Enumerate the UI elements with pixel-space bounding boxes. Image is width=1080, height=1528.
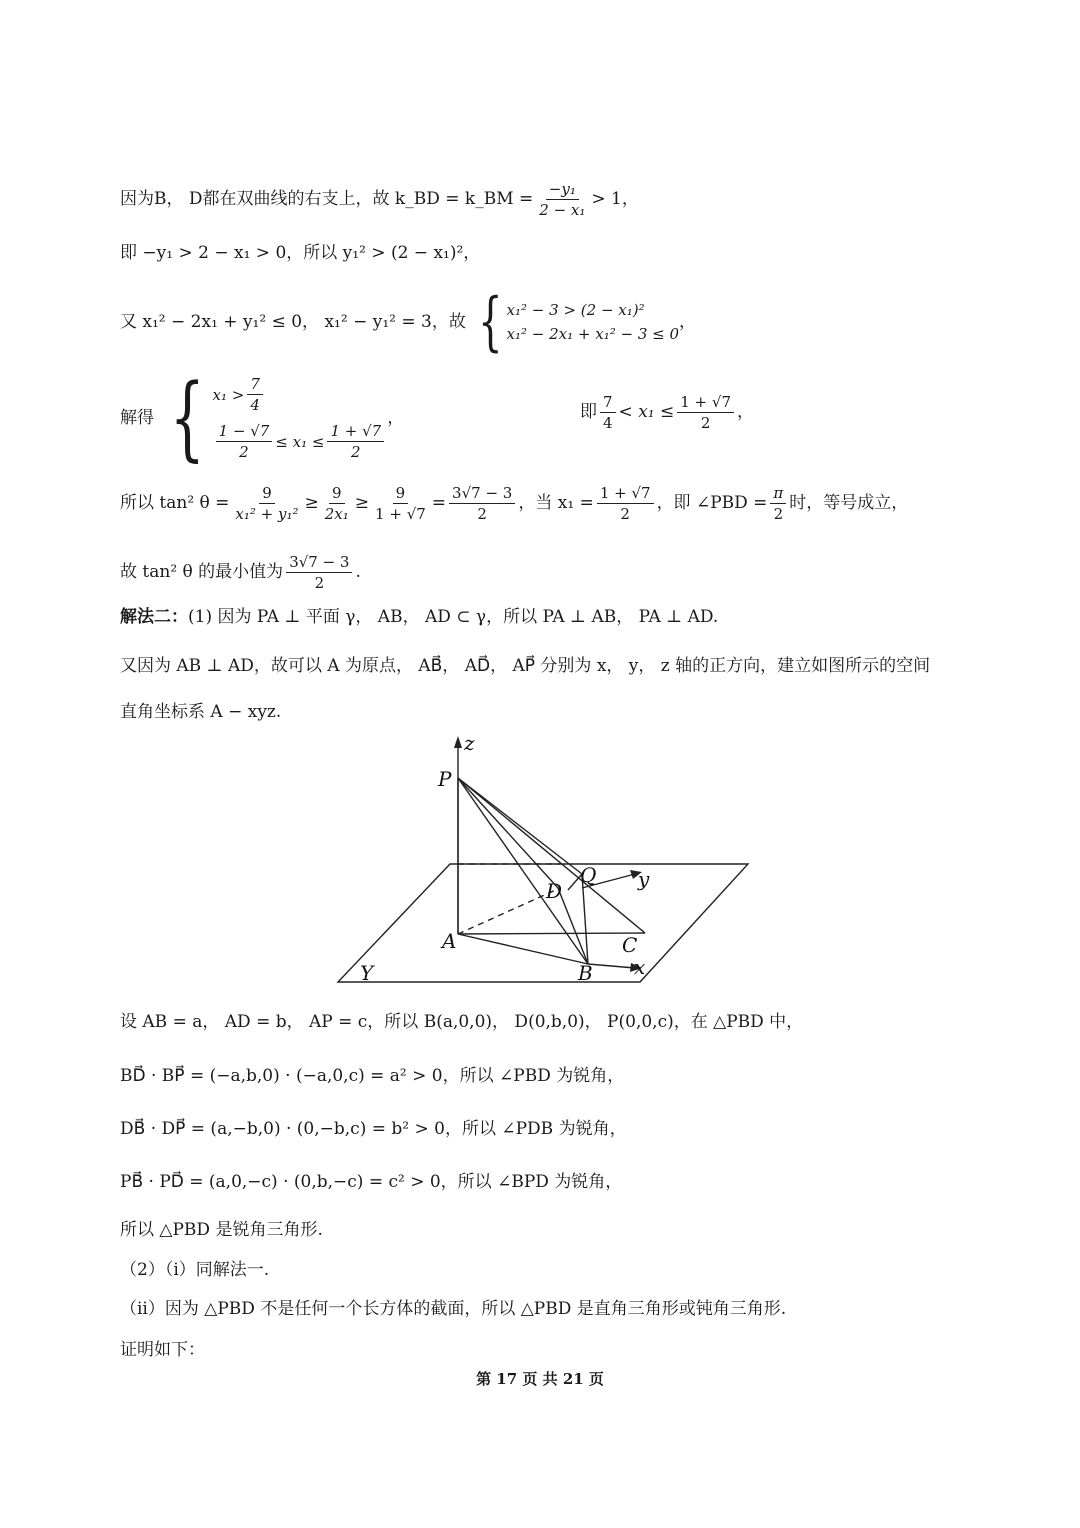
fraction-denominator: 4 — [250, 396, 260, 414]
fraction-numerator: 7 — [600, 393, 616, 413]
fraction-numerator: 1 − √7 — [216, 422, 273, 442]
text-line-10 — [120, 1012, 803, 1032]
line10-text: 设 AB = a， AD = b， AP = c，所以 B(a,0,0)， D(0,b,0)， P(0,0,c)，在 △PBD 中， — [120, 1012, 804, 1032]
line6-head: 故 tan² θ 的最小值为 — [120, 562, 284, 583]
fraction-denominator: 2 — [314, 574, 325, 592]
text-line-16 — [120, 1299, 786, 1319]
label-C: C — [622, 933, 638, 957]
fraction-denominator: 4 — [603, 414, 613, 432]
line5-ge2: ≥ — [354, 493, 370, 514]
line9-text: 直角坐标系 A − xyz. — [120, 702, 282, 722]
line4-comma: ， — [387, 407, 405, 428]
fraction-denominator: 2 — [620, 505, 630, 523]
line1-text: 因为B， D都在双曲线的右支上，故 k_BD = k_BM = — [120, 189, 534, 210]
line16-text: （ii）因为 △PBD 不是任何一个长方体的截面，所以 △PBD 是直角三角形或钝角三角形. — [120, 1299, 787, 1319]
fraction-denominator: 2 — [773, 505, 784, 523]
text-line-15 — [120, 1260, 269, 1280]
fraction-denominator: 2 — [239, 443, 249, 461]
system-row-2 — [213, 422, 388, 461]
fraction-numerator: 1 + √7 — [597, 484, 654, 504]
line17-text: 证明如下： — [120, 1340, 205, 1360]
line15-text: （2）（i）同解法一. — [120, 1260, 270, 1280]
line5-ge1: ≥ — [304, 493, 319, 514]
system-row-1-lhs: x₁ > — [212, 385, 245, 404]
line12-text: DB⃗ · DP⃗ = (a,−b,0) · (0,−b,c) = b² > 0，所以 ∠PDB 为锐角， — [120, 1119, 627, 1139]
line2-text: 即 −y₁ > 2 − x₁ > 0，所以 y₁² > (2 − x₁)²， — [120, 243, 481, 263]
fraction-denominator: 2x₁ — [324, 505, 349, 523]
text-line-6 — [120, 553, 361, 592]
line8-text: 又因为 AB ⊥ AD，故可以 A 为原点， AB⃗， AD⃗， AP⃗ 分别为 x， y， z 轴的正方向，建立如图所示的空间 — [120, 656, 931, 676]
line3-system — [470, 285, 680, 359]
label-gamma: Υ — [360, 961, 374, 985]
fraction-numerator: 9 — [259, 484, 275, 504]
fraction-numerator: 3√7 − 3 — [449, 484, 515, 504]
system-row-1: x₁² − 3 > (2 − x₁)² — [506, 301, 645, 319]
plane-gamma — [338, 864, 748, 982]
label-A: A — [442, 929, 457, 953]
line5-head: 所以 tan² θ = — [120, 493, 230, 514]
fraction-numerator: 7 — [247, 375, 263, 395]
text-line-8 — [120, 656, 930, 676]
line14-text: 所以 △PBD 是锐角三角形. — [120, 1220, 323, 1240]
fraction-numerator: π — [770, 484, 786, 504]
line4-right-mid: < x₁ ≤ — [618, 402, 675, 423]
fraction-denominator: 1 + √7 — [375, 505, 426, 523]
line4-right-tail: ， — [737, 402, 754, 423]
text-line-11 — [120, 1066, 624, 1086]
text-line-9 — [120, 702, 281, 722]
line3-tail: ， — [679, 311, 697, 332]
line1-tail: > 1， — [591, 189, 639, 210]
line4-head: 解得 — [120, 407, 154, 428]
line5-eq: = — [431, 493, 447, 514]
fraction-denominator: 2 — [700, 414, 711, 432]
segment-ab — [458, 934, 588, 964]
fraction-numerator: 1 + √7 — [327, 422, 384, 442]
fraction-numerator: 3√7 − 3 — [286, 553, 352, 573]
fraction-denominator: x₁² + y₁² — [235, 505, 299, 523]
fraction-denominator: 2 − x₁ — [539, 201, 586, 219]
line6-tail: . — [355, 562, 361, 583]
line7-text: (1) 因为 PA ⊥ 平面 γ， AB， AD ⊂ γ，所以 PA ⊥ AB， PA ⊥ AD. — [188, 607, 719, 627]
text-line-12 — [120, 1119, 627, 1139]
label-D: D — [546, 879, 563, 903]
text-line-4 — [120, 364, 405, 471]
fraction-denominator: 2 — [477, 505, 487, 523]
line5-mid2: ，即 ∠PBD = — [656, 493, 768, 514]
method-two-heading: 解法二： — [120, 607, 188, 627]
page-footer: 第 17 页 共 21 页 — [476, 1370, 604, 1388]
label-P: P — [438, 767, 452, 791]
text-line-7 — [120, 607, 718, 627]
line11-text: BD⃗ · BP⃗ = (−a,b,0) · (−a,0,c) = a² > 0，所以 ∠PBD 为锐角， — [120, 1066, 625, 1086]
left-brace-icon: { — [169, 364, 205, 471]
text-line-17 — [120, 1340, 205, 1360]
segment-pq — [458, 778, 582, 874]
fraction-numerator: 9 — [393, 484, 409, 504]
text-line-1 — [120, 180, 639, 219]
z-arrow-icon — [454, 736, 462, 748]
line5-mid: ，当 x₁ = — [518, 493, 594, 514]
text-line-3 — [120, 285, 697, 359]
text-line-13 — [120, 1172, 622, 1192]
text-line-2 — [120, 243, 480, 263]
line5-tail: 时，等号成立， — [789, 493, 909, 514]
segment-pd — [458, 778, 558, 888]
line4-system — [158, 364, 387, 471]
segment-pb — [458, 778, 588, 964]
segment-pc — [458, 778, 645, 933]
fraction-denominator: 2 — [351, 443, 361, 461]
geometry-diagram — [330, 728, 760, 990]
line3-head: 又 x₁² − 2x₁ + y₁² ≤ 0， x₁² − y₁² = 3，故 — [120, 311, 466, 332]
label-B: B — [578, 961, 593, 985]
fraction-numerator: 9 — [329, 484, 345, 504]
label-x: x — [634, 955, 646, 979]
x-axis — [588, 964, 635, 968]
system-row-2: x₁² − 2x₁ + x₁² − 3 ≤ 0 — [506, 325, 680, 343]
label-Q: Q — [580, 863, 597, 887]
text-line-5 — [120, 484, 908, 523]
fraction-numerator: 1 + √7 — [677, 393, 734, 413]
system-row-2-mid: ≤ x₁ ≤ — [275, 432, 325, 451]
line4-right-head: 即 — [580, 402, 597, 423]
dashed-line-ad — [458, 888, 560, 934]
text-line-14 — [120, 1220, 323, 1240]
text-line-4-right — [580, 393, 754, 432]
label-y: y — [638, 867, 650, 891]
line13-text: PB⃗ · PD⃗ = (a,0,−c) · (0,b,−c) = c² > 0，所以 ∠BPD 为锐角， — [120, 1172, 623, 1192]
left-brace-icon: { — [477, 285, 503, 359]
segment-ac — [458, 933, 645, 934]
label-z: z — [464, 731, 475, 755]
fraction-numerator: −y₁ — [546, 180, 579, 200]
system-row-1 — [213, 375, 388, 414]
line1-fraction — [536, 180, 588, 219]
